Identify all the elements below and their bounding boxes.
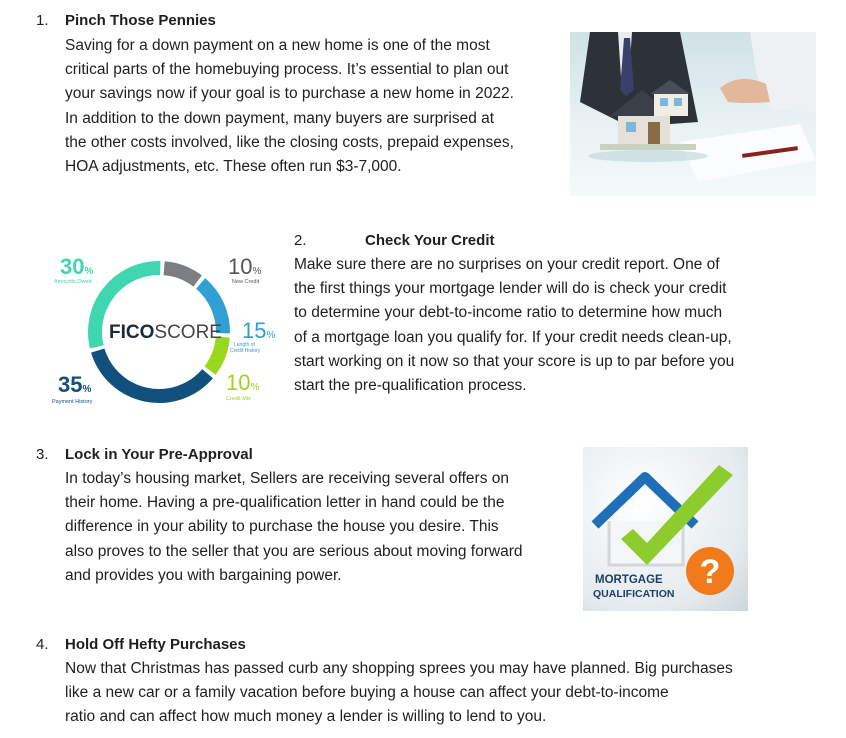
section-3-line: also proves to the seller that you are serious about moving forward <box>65 542 523 560</box>
house-model-photo <box>570 32 816 196</box>
section-4-line: ratio and can affect how much money a lender is willing to lend to you. <box>65 708 547 726</box>
fico-label-length-of-credit-history <box>230 318 275 354</box>
section-2-line: the first things your mortgage lender will do is check your credit <box>294 280 727 298</box>
section-1-heading: Pinch Those Pennies <box>65 12 216 29</box>
section-3-number: 3. <box>36 446 49 463</box>
section-2-number: 2. <box>294 232 307 249</box>
section-1-line: your savings now if your goal is to purchase a new home in 2022. <box>65 85 514 103</box>
fico-label-new-credit <box>228 254 261 285</box>
section-1-line: In addition to the down payment, many buyers are surprised at <box>65 109 495 127</box>
section-4-body <box>65 657 733 730</box>
section-4-heading: Hold Off Hefty Purchases <box>65 636 246 653</box>
fico-score-donut-chart <box>46 248 276 416</box>
svg-text:Credit History: Credit History <box>230 348 261 354</box>
fico-segment-new-credit <box>164 268 198 281</box>
section-1-number: 1. <box>36 12 49 29</box>
section-1-line: Saving for a down payment on a new home is one of the most <box>65 37 490 54</box>
svg-text:Amounts Owed: Amounts Owed <box>54 279 92 285</box>
section-3-body <box>65 467 523 588</box>
section-2-heading: Check Your Credit <box>365 232 495 249</box>
section-3-line: difference in your ability to purchase the house you desire. This <box>65 518 499 536</box>
fico-segment-payment-history <box>98 351 208 396</box>
section-2-line: of a mortgage loan you qualify for. If your credit needs clean-up, <box>294 328 732 346</box>
section-3-line: their home. Having a pre-qualification letter in hand could be the <box>65 494 505 512</box>
section-1-body <box>65 34 514 179</box>
svg-text:New Credit: New Credit <box>232 279 260 285</box>
svg-text:Length of: Length of <box>234 342 255 348</box>
section-3-line: In today’s housing market, Sellers are receiving several offers on <box>65 470 509 487</box>
section-2-line: start working on it now so that your score is up to par before you <box>294 352 735 370</box>
svg-text:35%: 35% <box>58 372 92 397</box>
svg-text:QUALIFICATION: QUALIFICATION <box>593 588 675 600</box>
svg-text:Payment History: Payment History <box>52 399 93 405</box>
mortgage-qualification-image <box>583 447 748 611</box>
section-1-line: HOA adjustments, etc. These often run $3-7,000. <box>65 158 402 176</box>
fico-label-payment-history <box>52 372 93 405</box>
fico-label-amounts-owed <box>54 254 93 285</box>
fico-logo: FICOSCORE <box>109 322 222 343</box>
svg-text:15%: 15% <box>242 318 276 343</box>
section-2-line: Make sure there are no surprises on your credit report. One of <box>294 256 720 273</box>
svg-text:?: ? <box>699 553 721 591</box>
svg-text:10%: 10% <box>228 254 262 279</box>
section-1-line: the other costs involved, like the closing costs, prepaid expenses, <box>65 133 514 151</box>
section-2-line: start the pre-qualification process. <box>294 377 527 395</box>
section-4-line: like a new car or a family vacation before buying a house can affect your debt-to-income <box>65 684 669 702</box>
section-3-line: and provides you with bargaining power. <box>65 566 342 584</box>
fico-label-credit-mix <box>226 370 259 402</box>
svg-text:10%: 10% <box>226 370 260 395</box>
svg-text:MORTGAGE: MORTGAGE <box>595 574 663 586</box>
svg-text:Credit Mix: Credit Mix <box>226 396 251 402</box>
section-4-line: Now that Christmas has passed curb any shopping sprees you may have planned. Big purchases <box>65 660 733 677</box>
svg-text:30%: 30% <box>60 254 94 279</box>
section-2-body <box>294 253 734 398</box>
section-2-line: to determine your debt-to-income ratio to determine how much <box>294 304 723 322</box>
section-4-number: 4. <box>36 636 49 653</box>
section-1-line: critical parts of the homebuying process. It’s essential to plan out <box>65 61 509 79</box>
section-3-heading: Lock in Your Pre-Approval <box>65 446 253 463</box>
